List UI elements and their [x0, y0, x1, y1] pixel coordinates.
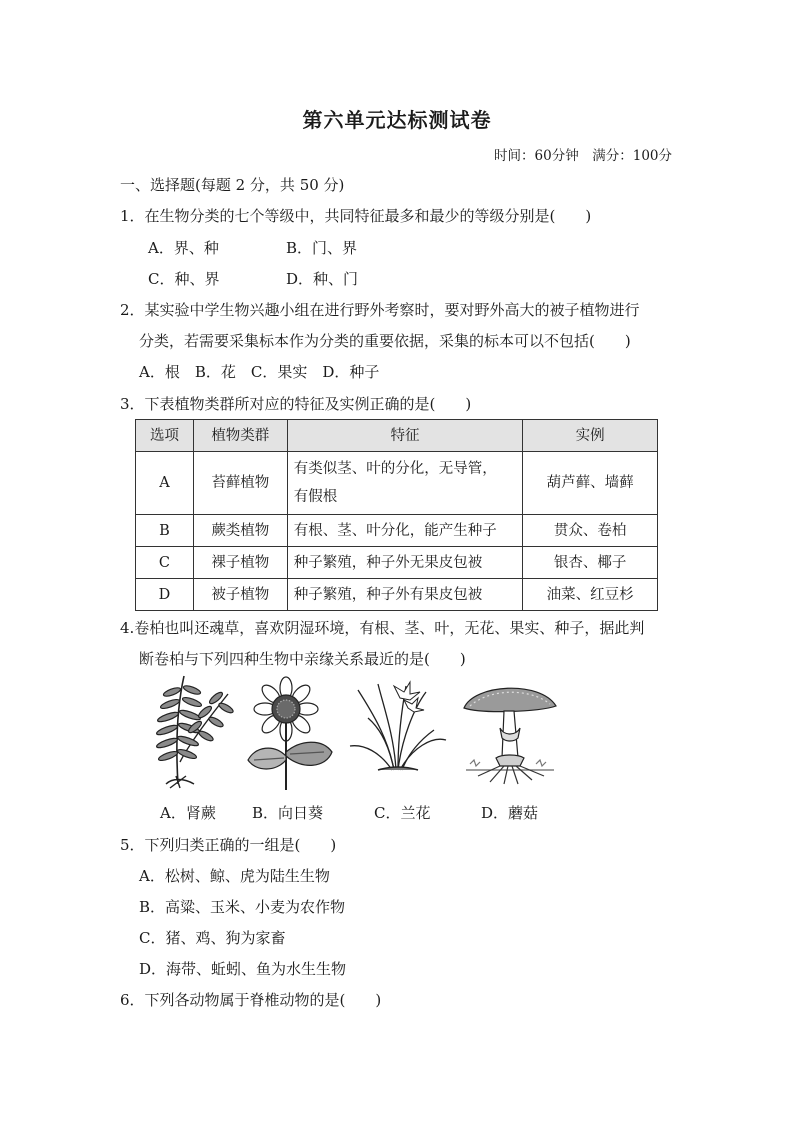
header-option: 选项: [136, 420, 194, 452]
row-example: 银杏、椰子: [523, 547, 658, 579]
q5-option-a: A．松树、鲸、虎为陆生生物: [139, 867, 330, 885]
q6-stem: 6．下列各动物属于脊椎动物的是( ): [120, 991, 382, 1009]
q1-stem: 1．在生物分类的七个等级中，共同特征最多和最少的等级分别是( ): [120, 207, 592, 225]
table-row: [136, 547, 658, 579]
row-example: 葫芦藓、墙藓: [523, 452, 658, 515]
row-group: 苔藓植物: [193, 452, 287, 515]
table-row: [136, 515, 658, 547]
orchid-illustration: [348, 678, 448, 774]
q5-stem: 5．下列归类正确的一组是( ): [120, 836, 337, 854]
q4-caption-d: D．蘑菇: [481, 804, 539, 822]
row-feature: 种子繁殖，种子外有果皮包被: [287, 579, 523, 611]
row-feature-line2: 有假根: [293, 489, 338, 505]
row-example: 油菜、红豆杉: [523, 579, 658, 611]
row-feature: 种子繁殖，种子外无果皮包被: [287, 547, 523, 579]
q2-options: A．根 B．花 C．果实 D．种子: [139, 363, 380, 381]
q3-table: [135, 419, 658, 611]
q5-option-c: C．猪、鸡、狗为家畜: [139, 929, 286, 947]
table-row: [136, 452, 658, 515]
q4-caption-a: A．肾蕨: [160, 804, 216, 822]
row-option: D: [136, 579, 194, 611]
row-group: 蕨类植物: [193, 515, 287, 547]
q2-stem-line1: 2．某实验中学生物兴趣小组在进行野外考察时，要对野外高大的被子植物进行: [120, 301, 640, 319]
q4-caption-b: B．向日葵: [252, 804, 324, 822]
table-row: [136, 579, 658, 611]
q1-option-c: C．种、界: [148, 270, 220, 288]
row-feature: [287, 452, 523, 515]
page-title: 第六单元达标测试卷: [302, 108, 492, 132]
row-option: A: [136, 452, 194, 515]
row-feature: 有根、茎、叶分化，能产生种子: [287, 515, 523, 547]
header-example: 实例: [523, 420, 658, 452]
q5-option-d: D．海带、蚯蚓、鱼为水生生物: [139, 960, 347, 978]
table-header-row: [136, 420, 658, 452]
q5-option-b: B．高粱、玉米、小麦为农作物: [139, 898, 346, 916]
row-feature-line1: 有类似茎、叶的分化，无导管，: [293, 461, 497, 477]
row-example: 贯众、卷柏: [523, 515, 658, 547]
exam-meta: 时间：60分钟 满分：100分: [494, 148, 672, 164]
row-option: B: [136, 515, 194, 547]
header-group: 植物类群: [193, 420, 287, 452]
q1-option-d: D．种、门: [286, 270, 359, 288]
q3-stem: 3．下表植物类群所对应的特征及实例正确的是( ): [120, 395, 472, 413]
q2-stem-line2: 分类，若需要采集标本作为分类的重要依据，采集的标本可以不包括( ): [139, 332, 631, 350]
row-option: C: [136, 547, 194, 579]
mushroom-illustration: [460, 678, 560, 788]
q4-stem-line2: 断卷柏与下列四种生物中亲缘关系最近的是( ): [139, 650, 466, 668]
q1-option-a: A．界、种: [148, 239, 219, 257]
header-feature: 特征: [287, 420, 523, 452]
section-heading: 一、选择题(每题 2 分，共 50 分): [120, 176, 345, 194]
fern-illustration: [150, 672, 240, 794]
q4-stem-line1: 4.卷柏也叫还魂草，喜欢阴湿环境，有根、茎、叶，无花、果实、种子，据此判: [120, 619, 645, 637]
sunflower-illustration: [244, 674, 336, 792]
row-group: 被子植物: [193, 579, 287, 611]
row-group: 裸子植物: [193, 547, 287, 579]
q1-option-b: B．门、界: [286, 239, 358, 257]
q4-caption-c: C．兰花: [374, 804, 431, 822]
